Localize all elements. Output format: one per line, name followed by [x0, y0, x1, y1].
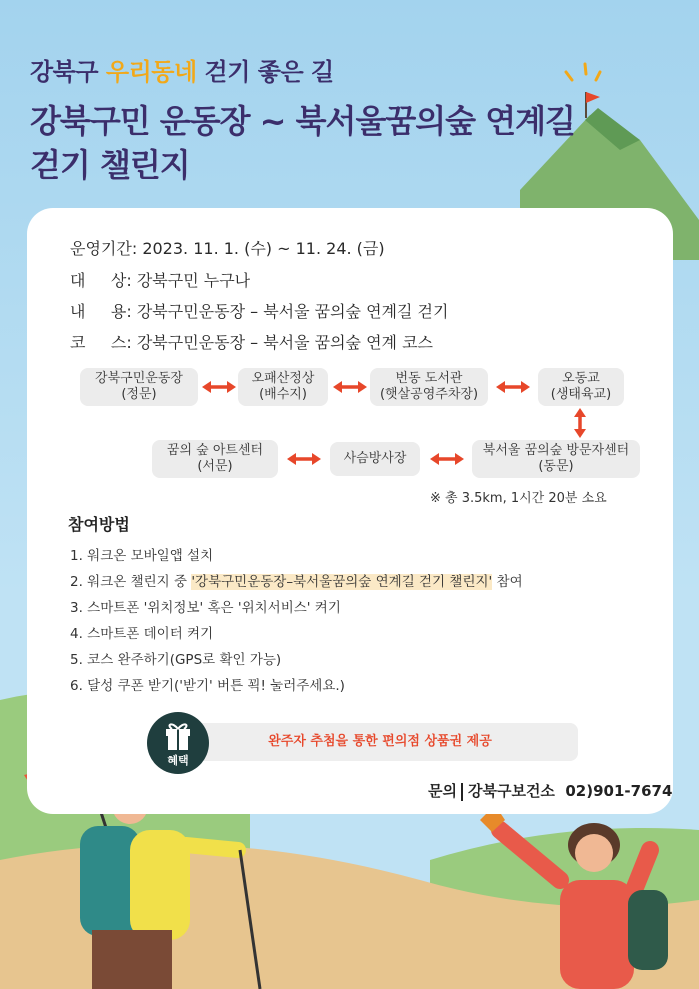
double-arrow-icon [430, 453, 464, 465]
info-value: 2023. 11. 1. (수) ~ 11. 24. (금) [142, 239, 385, 258]
contact-info [428, 780, 672, 801]
info-value: 강북구민운동장 – 북서울 꿈의숲 연계길 걷기 [136, 302, 449, 321]
node-sub: (배수지) [259, 387, 307, 402]
challenge-name-highlight: '강북구민운동장–북서울꿈의숲 연계길 걷기 챌린지' [191, 574, 493, 590]
benefit-text: 완주자 추첨을 통한 편의점 상품권 제공 [268, 734, 492, 749]
node-name: 오동교 [562, 371, 600, 386]
node-sub: (정문) [121, 387, 157, 402]
info-value: 강북구민운동장 – 북서울 꿈의숲 연계 코스 [136, 333, 434, 352]
double-arrow-icon [202, 381, 236, 393]
node-name: 오패산정상 [251, 371, 315, 386]
node-sub: (햇살공영주차장) [379, 387, 479, 402]
step-4: 4. 스마트폰 데이터 켜기 [70, 626, 214, 642]
info-label: 대 상: [70, 271, 132, 290]
header-suffix: 걷기 좋은 길 [204, 58, 334, 86]
node-name: 꿈의 숲 아트센터 [166, 443, 264, 458]
header-highlight: 우리동네 [105, 58, 197, 86]
node-sub: (동문) [538, 459, 574, 474]
node-name: 번동 도서관 [395, 371, 463, 386]
double-arrow-icon [496, 381, 530, 393]
node-name: 강북구민운동장 [95, 371, 183, 386]
info-label: 내 용: [70, 302, 132, 321]
step-6: 6. 달성 쿠폰 받기('받기' 버튼 꾁! 눌러주세요.) [70, 678, 345, 694]
step-3: 3. 스마트폰 '위치정보' 혹은 '위치서비스' 켜기 [70, 600, 341, 616]
contact-value: 강북구보건소 02)901-7674 [467, 782, 673, 800]
step-5: 5. 코스 완주하기(GPS로 확인 가능) [70, 652, 282, 668]
node-name: 사슴방사장 [343, 451, 407, 466]
course-note: ※ 총 3.5km, 1시간 20분 소요 [430, 491, 607, 506]
double-arrow-icon [333, 381, 367, 393]
step-2 [70, 570, 523, 590]
page-title-line1: 강북구민 운동장 ~ 북서울꿈의숲 연계길 [30, 102, 575, 140]
double-arrow-icon [574, 408, 586, 438]
info-label: 코 스: [70, 333, 132, 352]
node-sub: (서문) [197, 459, 233, 474]
benefit-badge-label: 혜택 [167, 754, 189, 767]
info-label: 운영기간: [70, 239, 138, 258]
contact-divider [461, 783, 463, 801]
page-title-line2: 걷기 챌린지 [30, 146, 190, 184]
node-name: 북서울 꿈의숲 방문자센터 [482, 443, 630, 458]
double-arrow-icon [287, 453, 321, 465]
info-value: 강북구민 누구나 [136, 271, 251, 290]
step-2-post: 참여 [492, 574, 523, 590]
step-2-pre: 2. 워크온 챌린지 중 [70, 574, 192, 590]
node-sub: (생태육교) [550, 387, 612, 402]
step-1: 1. 워크온 모바일앱 설치 [70, 548, 214, 564]
participation-title: 참여방법 [68, 515, 130, 534]
contact-label: 문의 [428, 782, 457, 800]
header-prefix: 강북구 [30, 58, 99, 86]
